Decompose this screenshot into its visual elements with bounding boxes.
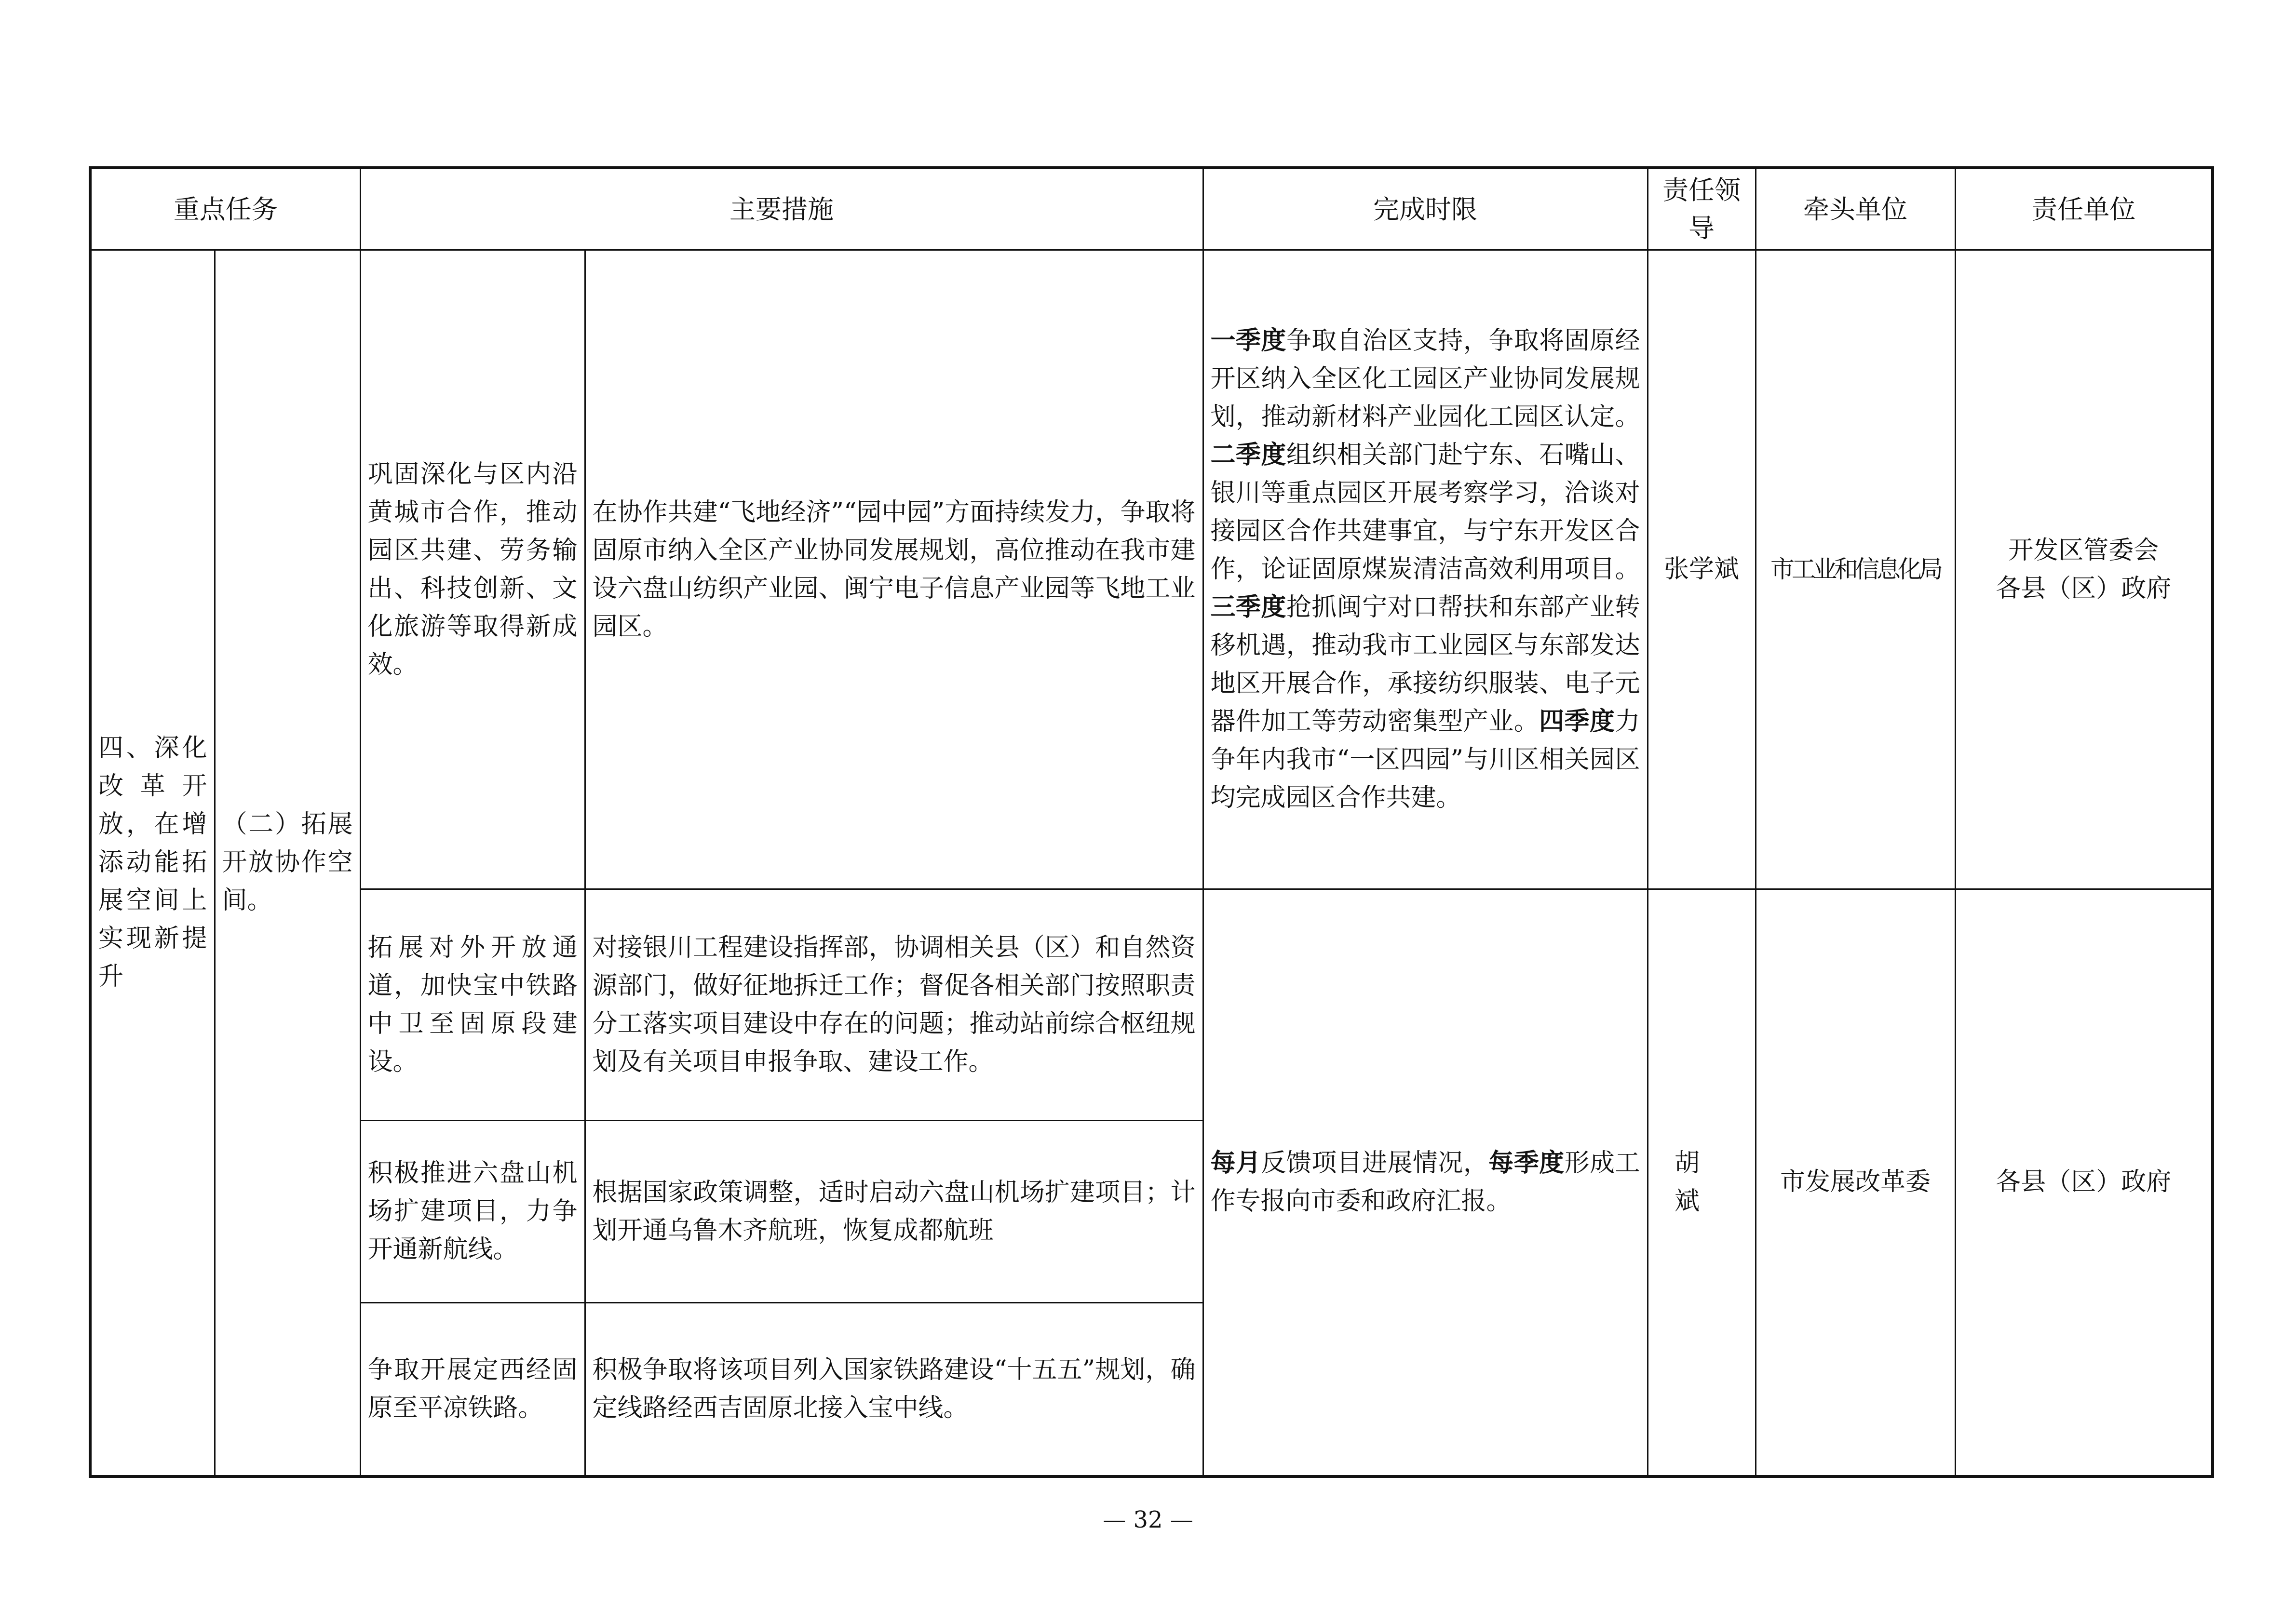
header-resp-unit: 责任单位 — [1955, 168, 2213, 250]
deadline-text: 形成工作专报向市委和政府汇报。 — [1210, 1148, 1640, 1216]
task-cell: 积极推进六盘山机场扩建项目，力争开通新航线。 — [360, 1121, 585, 1303]
measure-cell: 积极争取将该项目列入国家铁路建设“十五五”规划，确定线路经西吉固原北接入宝中线。 — [585, 1303, 1203, 1476]
quarter-text: 力争年内我市“一区四园”与川区相关园区均完成园区合作共建。 — [1210, 707, 1640, 812]
measure-cell: 在协作共建“飞地经济”“园中园”方面持续发力，争取将固原市纳入全区产业协同发展规划，高位推动在我市建设六盘山纺织产业园、闽宁电子信息产业园等飞地工业园区。 — [585, 250, 1203, 889]
resp-unit-line: 开发区管委会 — [2008, 536, 2159, 565]
resp-unit-line: 各县（区）政府 — [1996, 574, 2172, 603]
measure-cell: 对接银川工程建设指挥部，协调相关县（区）和自然资源部门，做好征地拆迁工作；督促各相关部门按照职责分工落实项目建设中存在的问题；推动站前综合枢纽规划及有关项目申报争取、建设工作。 — [585, 889, 1203, 1121]
deadline-cell — [1203, 250, 1648, 889]
table-row — [90, 889, 2213, 1121]
deadline-bold: 每月 — [1210, 1148, 1261, 1178]
header-leader: 责任领导 — [1648, 168, 1756, 250]
task-table — [89, 166, 2214, 1478]
measure-cell: 根据国家政策调整，适时启动六盘山机场扩建项目；计划开通乌鲁木齐航班，恢复成都航班 — [585, 1121, 1203, 1303]
header-lead-unit: 牵头单位 — [1756, 168, 1955, 250]
quarter-label: 一季度 — [1210, 326, 1286, 355]
table-row — [90, 250, 2213, 889]
shared-deadline-cell — [1203, 889, 1648, 1476]
deadline-bold: 每季度 — [1488, 1148, 1565, 1178]
header-deadline: 完成时限 — [1203, 168, 1648, 250]
header-key-task: 重点任务 — [90, 168, 360, 250]
quarter-text: 组织相关部门赴宁东、石嘴山、银川等重点园区开展考察学习，洽谈对接园区合作共建事宜，与宁东开发区合作，论证固原煤炭清洁高效利用项目。 — [1210, 441, 1640, 584]
task-cell: 巩固深化与区内沿黄城市合作，推动园区共建、劳务输出、科技创新、文化旅游等取得新成效。 — [360, 250, 585, 889]
lead-unit-cell: 市工业和信息化局 — [1756, 250, 1955, 889]
quarter-label: 二季度 — [1210, 441, 1286, 469]
deadline-text: 反馈项目进展情况， — [1261, 1148, 1489, 1178]
page-number: — 32 — — [1103, 1506, 1193, 1533]
leader-cell: 张学斌 — [1648, 250, 1756, 889]
header-measures: 主要措施 — [360, 168, 1203, 250]
task-cell: 争取开展定西经固原至平凉铁路。 — [360, 1303, 585, 1476]
shared-lead-unit-cell: 市发展改革委 — [1756, 889, 1955, 1476]
quarter-text: 抢抓闽宁对口帮扶和东部产业转移机遇，推动我市工业园区与东部发达地区开展合作，承接纺织服装、电子元器件加工等劳动密集型产业。 — [1210, 593, 1640, 736]
shared-leader-cell — [1648, 889, 1756, 1476]
quarter-label: 三季度 — [1210, 593, 1286, 622]
shared-resp-unit-cell: 各县（区）政府 — [1955, 889, 2213, 1476]
task-category: 四、深化改革开放，在增添动能拓展空间上实现新提升 — [90, 250, 215, 1476]
subtask: （二）拓展开放协作空间。 — [215, 250, 360, 1476]
header-row — [90, 168, 2213, 250]
resp-unit-cell — [1955, 250, 2213, 889]
leader-name: 胡斌 — [1674, 1148, 1729, 1216]
quarter-text: 争取自治区支持，争取将固原经开区纳入全区化工园区产业协同发展规划，推动新材料产业园化工园区认定。 — [1210, 326, 1640, 431]
quarter-label: 四季度 — [1539, 707, 1615, 736]
task-cell: 拓展对外开放通道，加快宝中铁路中卫至固原段建设。 — [360, 889, 585, 1121]
